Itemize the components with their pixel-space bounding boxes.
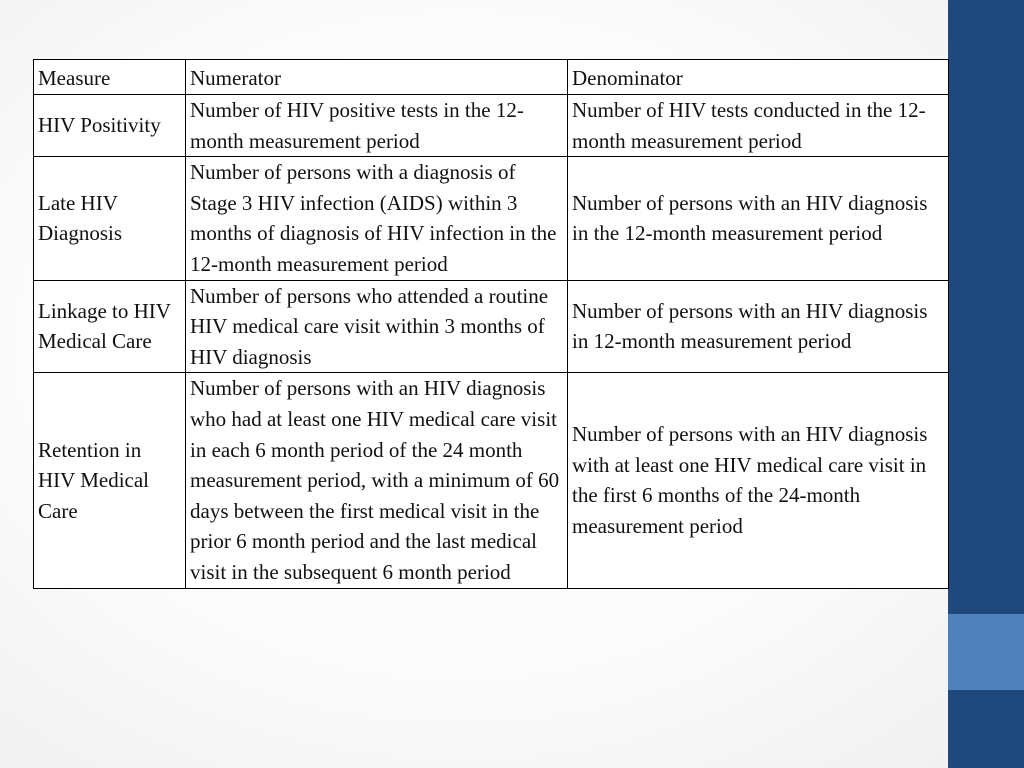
numerator-cell: Number of HIV positive tests in the 12-month measurement period (186, 95, 568, 157)
table-header-row (34, 60, 949, 95)
denominator-cell: Number of HIV tests conducted in the 12-month measurement period (568, 95, 949, 157)
header-denominator: Denominator (568, 60, 949, 95)
header-numerator: Numerator (186, 60, 568, 95)
table-row (34, 95, 949, 157)
table-row (34, 373, 949, 588)
numerator-cell: Number of persons with an HIV diagnosis who had at least one HIV medical care visit in each 6 month period of the 24 month measurement period, with a minimum of 60 days between the first medical visit in the prior 6 month period and the last medical visit in the subsequent 6 month period (186, 373, 568, 588)
denominator-cell: Number of persons with an HIV diagnosis in the 12-month measurement period (568, 157, 949, 280)
slide-sidebar-bar (948, 0, 1024, 768)
measure-cell: Late HIV Diagnosis (34, 157, 186, 280)
measure-cell: HIV Positivity (34, 95, 186, 157)
hiv-measures-table (33, 59, 949, 589)
denominator-cell: Number of persons with an HIV diagnosis in 12-month measurement period (568, 280, 949, 373)
denominator-cell: Number of persons with an HIV diagnosis with at least one HIV medical care visit in the first 6 months of the 24-month measurement period (568, 373, 949, 588)
sidebar-accent-block (948, 614, 1024, 690)
table-row (34, 280, 949, 373)
header-measure: Measure (34, 60, 186, 95)
numerator-cell: Number of persons with a diagnosis of Stage 3 HIV infection (AIDS) within 3 months of diagnosis of HIV infection in the 12-month measurement period (186, 157, 568, 280)
measure-cell: Linkage to HIV Medical Care (34, 280, 186, 373)
measure-cell: Retention in HIV Medical Care (34, 373, 186, 588)
table-row (34, 157, 949, 280)
numerator-cell: Number of persons who attended a routine HIV medical care visit within 3 months of HIV diagnosis (186, 280, 568, 373)
